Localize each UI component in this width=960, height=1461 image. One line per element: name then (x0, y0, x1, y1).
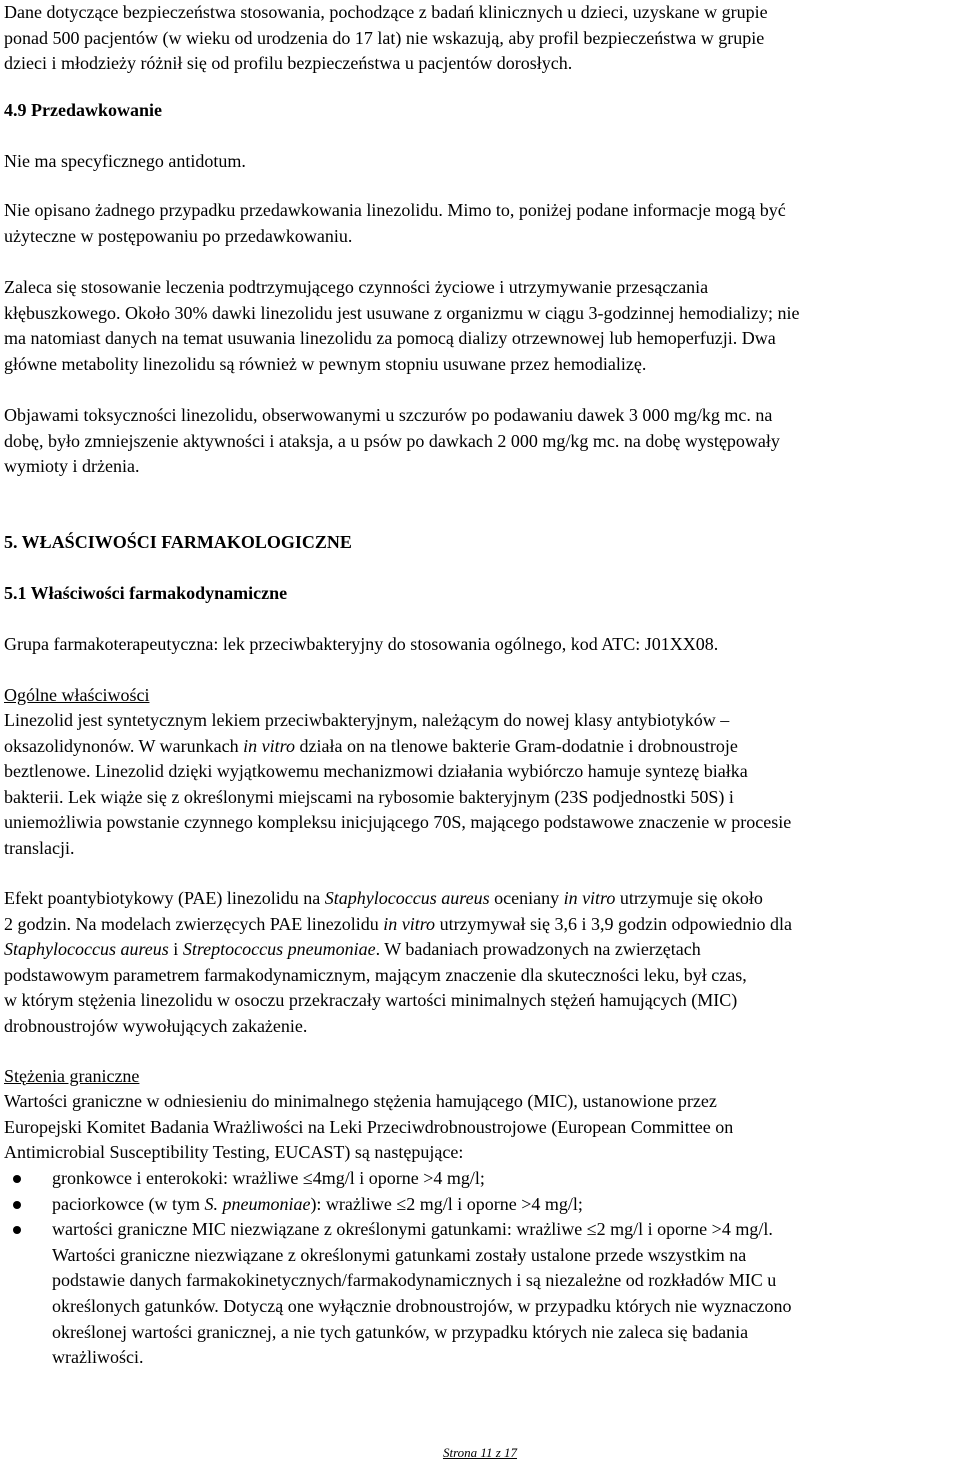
section-5-1-heading: 5.1 Właściwości farmakodynamiczne (4, 583, 288, 603)
text-line: Dane dotyczące bezpieczeństwa stosowania, pochodzące z badań klinicznych u dzieci, uzyskane w grupie (4, 2, 768, 22)
text-line: Europejski Komitet Badania Wrażliwości na Leki Przeciwdrobnoustrojowe (European Committee on (4, 1116, 734, 1137)
italic-term: S. pneumoniae (204, 1193, 311, 1214)
supportive-treatment-paragraph (4, 275, 799, 377)
text-line: dobę, było zmniejszenie aktywności i ataksja, a u psów po dawkach 2 000 mg/kg mc. na dobę występowały (4, 430, 780, 451)
text-line: drobnoustrojów wywołujących zakażenie. (4, 1015, 308, 1036)
page-number: Strona 11 z 17 (442, 1445, 518, 1460)
bullet-icon (13, 1175, 21, 1183)
pae-paragraph (4, 886, 792, 1040)
breakpoints-heading: Stężenia graniczne (4, 1066, 140, 1086)
italic-term: in vitro (563, 888, 616, 908)
text-line: podstawowym parametrem farmakodynamicznym, mającym znaczenie dla skuteczności leku, był czas, (4, 964, 747, 985)
general-properties-paragraph (4, 708, 791, 862)
text-line: beztlenowe. Linezolid dzięki wyjątkowemu mechanizmowi działania wybiórczo hamuje syntezę białka (4, 761, 748, 782)
text-line: wymioty i drżenia. (4, 456, 140, 477)
bullet-icon (13, 1226, 21, 1234)
toxicity-paragraph (4, 403, 780, 480)
overdose-paragraph (4, 198, 786, 249)
pharmacotherapeutic-group-paragraph: Grupa farmakoterapeutyczna: lek przeciwbakteryjny do stosowania ogólnego, kod ATC: J01XX08. (4, 634, 719, 654)
text-line: ponad 500 pacjentów (w wieku od urodzenia do 17 lat) nie wskazują, aby profil bezpieczeństwa w grupie (4, 27, 765, 48)
general-properties-heading: Ogólne właściwości (4, 685, 150, 705)
section-4-9-heading: 4.9 Przedawkowanie (4, 100, 162, 120)
text-line: Wartości graniczne w odniesieniu do minimalnego stężenia hamującego (MIC), ustanowione przez (4, 1091, 717, 1111)
italic-term: Staphylococcus aureus (4, 939, 169, 960)
text-line: Antimicrobial Susceptibility Testing, EUCAST) są następujące: (4, 1142, 464, 1163)
text-line: Objawami toksyczności linezolidu, obserwowanymi u szczurów po podawaniu dawek 3 000 mg/kg mc. na (4, 405, 773, 425)
antidote-paragraph: Nie ma specyficznego antidotum. (4, 151, 246, 171)
text-line: główne metabolity linezolidu są również w pewnym stopniu usuwane przez hemodializę. (4, 353, 647, 374)
breakpoints-paragraph (4, 1089, 733, 1166)
text-line: Linezolid jest syntetycznym lekiem przeciwbakteryjnym, należącym do nowej klasy antybiotyków – (4, 710, 730, 730)
pediatric-safety-paragraph (4, 0, 768, 77)
text-line: Staphylococcus aureus i Streptococcus pneumoniae. W badaniach prowadzonych na zwierzętach (4, 939, 701, 960)
text-line: dzieci i młodzieży różnił się od profilu bezpieczeństwa u pacjentów dorosłych. (4, 53, 573, 74)
list-item: gronkowce i enterokoki: wrażliwe ≤4mg/l i oporne >4 mg/l; (4, 1166, 956, 1192)
page-footer (0, 1445, 960, 1461)
italic-term: in vitro (383, 913, 436, 934)
text-line: wrażliwości. (52, 1347, 144, 1368)
text-line: Zaleca się stosowanie leczenia podtrzymującego czynności życiowe i utrzymywanie przesączania (4, 277, 709, 297)
text-line: ma natomiast danych na temat usuwania linezolidu za pomocą dializy otrzewnowej lub hemoperfuzji. Dwa (4, 328, 776, 349)
list-item: paciorkowce (w tym S. pneumoniae): wrażliwe ≤2 mg/l i oporne >4 mg/l; (4, 1192, 956, 1218)
text-line: bakterii. Lek wiąże się z określonymi miejscami na rybosomie bakteryjnym (23S podjednostki 50S) i (4, 786, 734, 807)
text-line: Nie opisano żadnego przypadku przedawkowania linezolidu. Mimo to, poniżej podane informacje mogą być (4, 200, 786, 220)
text-line: uniemożliwia powstanie czynnego kompleksu inicjującego 70S, mającego podstawowe znaczenie w procesie (4, 812, 792, 833)
text-line: określonej wartości granicznej, a nie tych gatunków, w przypadku których nie zaleca się badania (52, 1321, 749, 1342)
text-line: określonych gatunków. Dotyczą one wyłącznie drobnoustrojów, w przypadku których nie wyznaczono (52, 1295, 792, 1316)
italic-term: Streptococcus pneumoniae (182, 939, 376, 960)
text-line: Efekt poantybiotykowy (PAE) linezolidu na Staphylococcus aureus oceniany in vitro utrzymuje się około (4, 888, 763, 908)
text-line: wartości graniczne MIC niezwiązane z określonymi gatunkami: wrażliwe ≤2 mg/l i oporne >4 mg/l. (52, 1219, 773, 1240)
breakpoints-list (4, 1166, 956, 1371)
list-item (4, 1217, 956, 1371)
text-line: Wartości graniczne niezwiązane z określonymi gatunkami zostały ustalone przede wszystkim na (52, 1244, 747, 1265)
italic-term: Staphylococcus aureus (324, 888, 490, 908)
text-line: oksazolidynonów. W warunkach in vitro działa on na tlenowe bakterie Gram-dodatnie i drobnoustroje (4, 735, 738, 756)
text-line: w którym stężenia linezolidu w osoczu przekraczały wartości minimalnych stężeń hamujących (MIC) (4, 990, 738, 1011)
text-line: 2 godzin. Na modelach zwierzęcych PAE linezolidu in vitro utrzymywał się 3,6 i 3,9 godzin odpowiednio dla (4, 913, 793, 934)
section-5-heading: 5. WŁAŚCIWOŚCI FARMAKOLOGICZNE (4, 532, 352, 552)
bullet-icon (13, 1201, 21, 1209)
text-line: podstawie danych farmakokinetycznych/farmakodynamicznych i są niezależne od rozkładów MIC u (52, 1270, 777, 1291)
text-line: translacji. (4, 837, 75, 858)
italic-term: in vitro (243, 735, 295, 756)
text-line: użyteczne w postępowaniu po przedawkowaniu. (4, 225, 353, 246)
text-line: kłębuszkowego. Około 30% dawki linezolidu jest usuwane z organizmu w ciągu 3-godzinnej hemodializy; nie (4, 302, 800, 323)
